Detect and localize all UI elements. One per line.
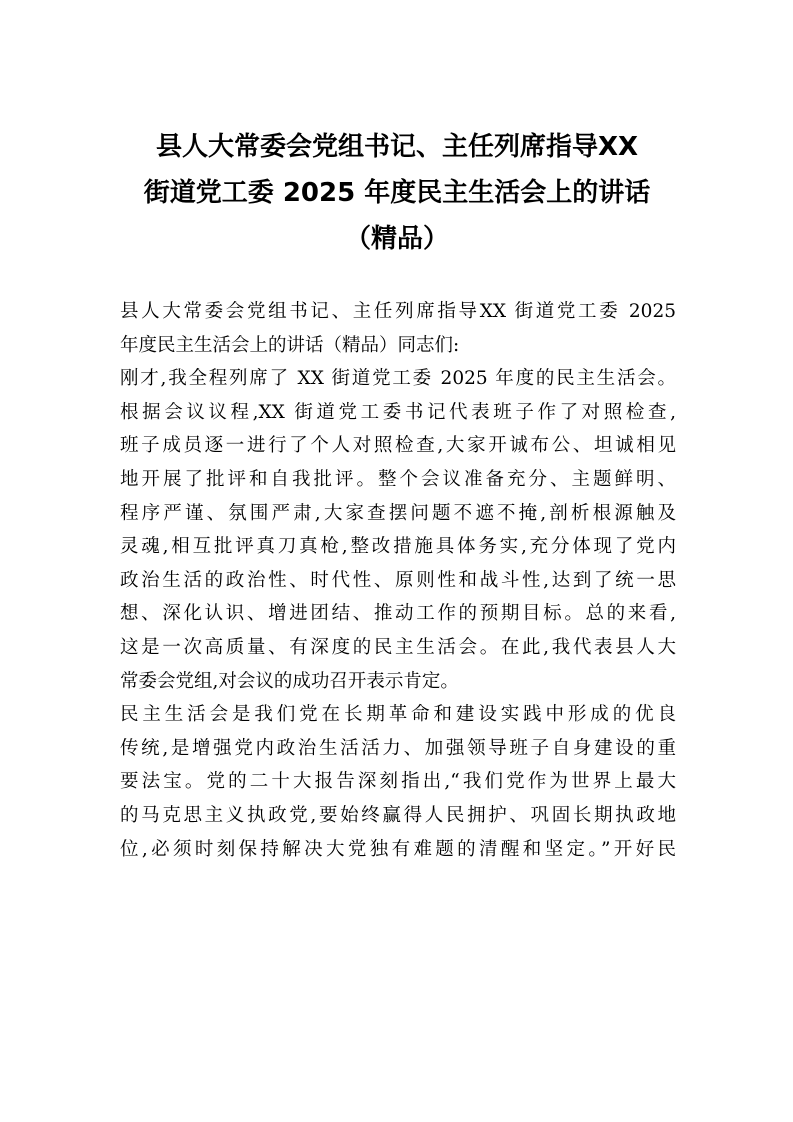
body-line: 传统,是增强党内政治生活活力、加强领导班子自身建设的重	[120, 737, 676, 759]
body-line: 县人大常委会党组书记、主任列席指导XX 街道党工委 2025	[120, 301, 676, 322]
title-line: 县人大常委会党组书记、主任列席指导XX	[155, 132, 639, 162]
body-line: 程序严谨、氛围严肃,大家查摆问题不遮不掩,剖析根源触及	[120, 502, 676, 524]
body-line: 地开展了批评和自我批评。整个会议准备充分、主题鲜明、	[120, 468, 676, 490]
body-line: 刚才,我全程列席了 XX 街道党工委 2025 年度的民主生活会。	[120, 368, 676, 390]
title-line: 街道党工委 2025 年度民主生活会上的讲话	[143, 178, 651, 208]
body-line: 政治生活的政治性、时代性、原则性和战斗性,达到了统一思	[120, 569, 676, 591]
body-line: 常委会党组,对会议的成功召开表示肯定。	[120, 670, 459, 692]
body-line: 要法宝。党的二十大报告深刻指出,“我们党作为世界上最大	[120, 771, 676, 793]
body-line: 班子成员逐一进行了个人对照检查,大家开诚布公、坦诚相见	[120, 435, 676, 457]
body-line: 位,必须时刻保持解决大党独有难题的清醒和坚定。”开好民	[120, 838, 676, 860]
body-line: 这是一次高质量、有深度的民主生活会。在此,我代表县人大	[120, 636, 676, 658]
body-line: 根据会议议程,XX 街道党工委书记代表班子作了对照检查,	[120, 401, 676, 423]
body-line: 想、深化认识、增进团结、推动工作的预期目标。总的来看,	[120, 603, 676, 625]
document-body	[120, 295, 676, 866]
body-line: 的马克思主义执政党,要始终赢得人民拥护、巩固长期执政地	[120, 804, 676, 826]
body-line: 民主生活会是我们党在长期革命和建设实践中形成的优良	[120, 704, 676, 726]
document-title	[118, 124, 676, 262]
body-line: 灵魂,相互批评真刀真枪,整改措施具体务实,充分体现了党内	[120, 536, 676, 558]
body-line: 年度民主生活会上的讲话（精品）同志们:	[120, 334, 460, 356]
title-line: （精品）	[344, 224, 449, 254]
